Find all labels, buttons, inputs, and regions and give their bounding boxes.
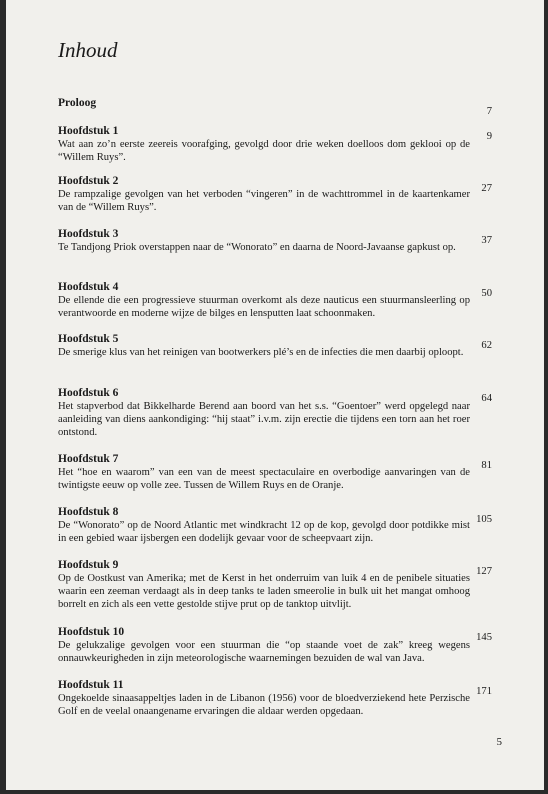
toc-heading: Proloog <box>58 97 97 109</box>
toc-heading: Hoofdstuk 11 <box>58 679 124 691</box>
toc-heading: Hoofdstuk 5 <box>58 333 119 345</box>
toc-heading: Hoofdstuk 8 <box>58 506 119 518</box>
toc-page-number: 171 <box>476 686 492 697</box>
toc-heading: Hoofdstuk 4 <box>58 281 119 293</box>
toc-heading: Hoofdstuk 2 <box>58 175 119 187</box>
toc-entry <box>58 678 470 718</box>
toc-heading: Hoofdstuk 1 <box>58 125 119 137</box>
toc-heading: Hoofdstuk 3 <box>58 228 119 240</box>
toc-description: De “Wonorato” op de Noord Atlantic met windkracht 12 op de kop, gevolgd door potdikke mist in een gebied waar ijsbergen een dodelijk gevaar voor de scheepvaart zijn. <box>58 520 470 544</box>
toc-description: De smerige klus van het reinigen van bootwerkers plé’s en de infecties die men daarbij oploopt. <box>58 347 464 358</box>
page-title: Inhoud <box>58 38 118 62</box>
toc-heading: Hoofdstuk 9 <box>58 559 119 571</box>
toc-entry-prologue <box>58 96 470 110</box>
toc-entry <box>58 625 470 665</box>
toc-page-number: 50 <box>481 288 492 299</box>
toc-page-number: 9 <box>486 131 492 142</box>
toc-description: Het “hoe en waarom” van een van de meest spectaculaire en overbodige aanvaringen van de twintigste eeuw op volle zee. Tussen de Willem Ruys en de Oranje. <box>58 467 470 491</box>
toc-entry <box>58 124 470 164</box>
document-page <box>6 0 544 790</box>
toc-page-number: 37 <box>481 235 492 246</box>
toc-entry <box>58 452 470 492</box>
toc-description: Op de Oostkust van Amerika; met de Kerst in het onderruim van luik 4 en de penibele situaties waarin een zeeman verdaagt als in deep tanks te laden smeerolie in bulk uit het mangat omhoog borrelt en zich als een vette gestolde stijve prut op de tanktop uitvlijt. <box>58 573 470 610</box>
toc-description: Wat aan zo’n eerste zeereis voorafging, gevolgd door drie weken doelloos dom geklooi op de “Willem Ruys”. <box>58 139 470 163</box>
toc-page-number: 27 <box>481 183 492 194</box>
toc-page-number: 145 <box>476 632 492 643</box>
toc-heading: Hoofdstuk 10 <box>58 626 125 638</box>
toc-page-number: 64 <box>481 393 492 404</box>
toc-entry <box>58 386 470 439</box>
toc-entry <box>58 280 470 320</box>
toc-page-number: 127 <box>476 566 492 577</box>
toc-description: De rampzalige gevolgen van het verboden “vingeren” in de wachttrommel in de kaartenkamer van de “Willem Ruys”. <box>58 189 470 213</box>
toc-description: Het stapverbod dat Bikkelharde Berend aan boord van het s.s. “Goentoer” werd opgelegd naar aanleiding van diens aankondiging: “hij staat” i.v.m. zijn erectie die tijdens een torn aan het roer ontstond. <box>58 401 470 438</box>
toc-entry <box>58 505 470 545</box>
toc-description: De ellende die een progressieve stuurman overkomt als deze nauticus een stuurmansleerling op verantwoorde en moderne wijze de bilges en lensputten laat schoonmaken. <box>58 295 470 319</box>
toc-heading: Hoofdstuk 6 <box>58 387 119 399</box>
toc-entry <box>58 558 470 611</box>
toc-heading: Hoofdstuk 7 <box>58 453 119 465</box>
page-folio: 5 <box>496 736 502 748</box>
toc-page-number: 62 <box>481 340 492 351</box>
toc-description: Te Tandjong Priok overstappen naar de “Wonorato” en daarna de Noord-Javaanse gapkust op. <box>58 242 456 253</box>
toc-entry <box>58 174 470 214</box>
toc-description: Ongekoelde sinaasappeltjes laden in de Libanon (1956) voor de bloedverziekend hete Perzische Golf en de veelal onaangename ervaringen die aldaar werden opgedaan. <box>58 693 470 717</box>
toc-page-number: 81 <box>481 460 492 471</box>
toc-page-number: 7 <box>486 106 492 117</box>
toc-description: De gelukzalige gevolgen voor een stuurman die “op staande voet de zak” kreeg wegens onnauwkeurigheden in zijn meteorologische waarnemingen bezuiden de wal van Java. <box>58 640 470 664</box>
toc-entry <box>58 332 470 359</box>
toc-page-number: 105 <box>476 514 492 525</box>
toc-entry <box>58 227 470 254</box>
